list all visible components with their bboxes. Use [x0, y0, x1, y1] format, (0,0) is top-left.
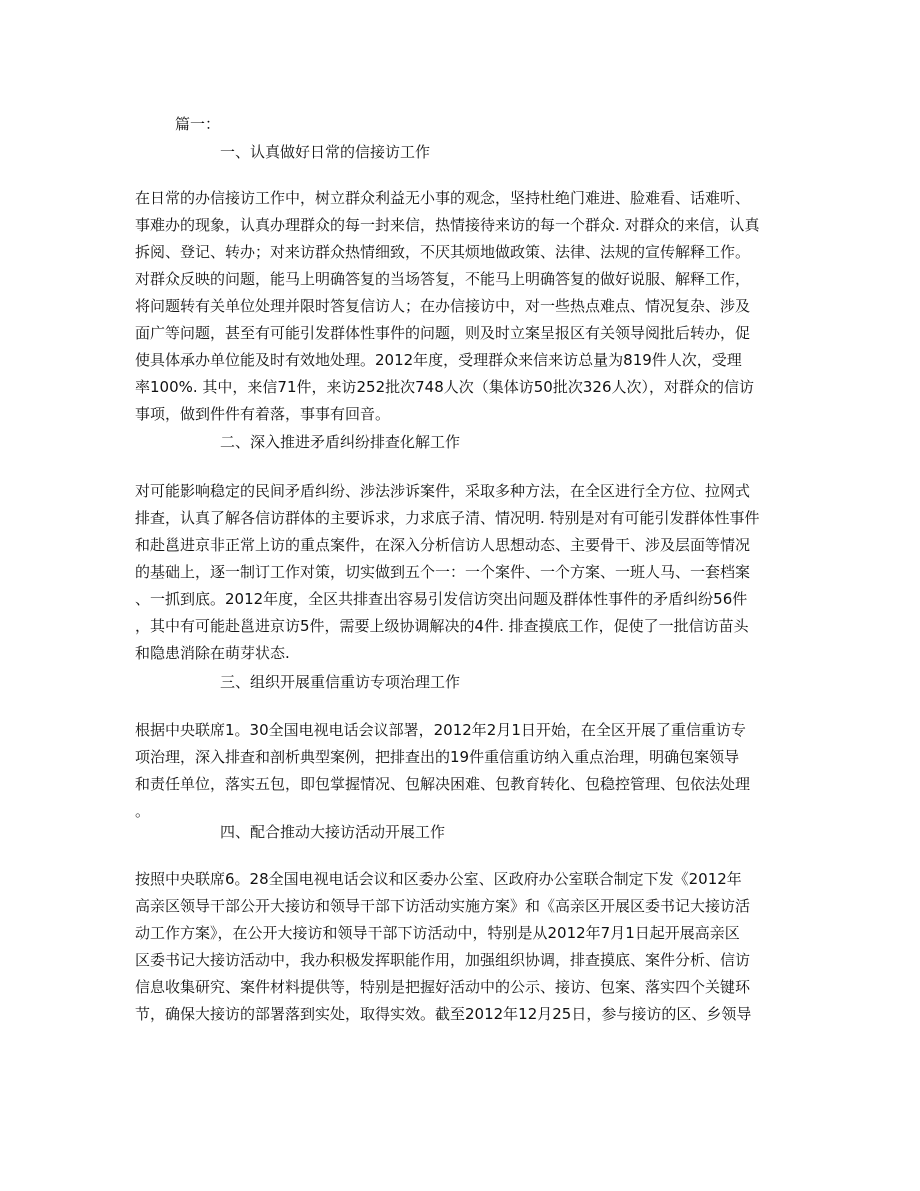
section-paragraph-3 [135, 717, 795, 825]
paragraph-line: 将问题转有关单位处理并限时答复信访人；在办信接访中，对一些热点难点、情况复杂、涉及 [135, 297, 751, 315]
intro-label: 篇一： [175, 115, 221, 133]
paragraph-line: 和隐患消除在萌芽状态. [135, 644, 290, 662]
paragraph-line: 率100%. 其中，来信71件，来访252批次748人次（集体访50批次326人次），对群众的信访 [135, 378, 754, 396]
paragraph-line: 节，确保大接访的部署落到实处，取得实效。截至2012年12月25日，参与接访的区、乡领导 [135, 1005, 752, 1023]
paragraph-line: 在日常的办信接访工作中，树立群众利益无小事的观念，坚持杜绝门难进、脸难看、话难听、 [135, 189, 751, 207]
paragraph-line: 、一抓到底。2012年度，全区共排查出容易引发信访突出问题及群体性事件的矛盾纠纷56件 [135, 590, 748, 608]
section-heading-2: 二、深入推进矛盾纠纷排查化解工作 [220, 433, 461, 451]
paragraph-line: 和赴邕进京非正常上访的重点案件，在深入分析信访人思想动态、主要骨干、涉及层面等情况 [135, 536, 751, 554]
paragraph-line: 事项，做到件件有着落，事事有回音。 [135, 405, 391, 423]
section-paragraph-4 [135, 866, 795, 1028]
paragraph-line: 项治理，深入排查和剖析典型案例，把排查出的19件重信重访纳入重点治理，明确包案领导 [135, 748, 740, 766]
paragraph-line: 区委书记大接访活动中，我办积极发挥职能作用，加强组织协调，排查摸底、案件分析、信访 [135, 951, 751, 969]
paragraph-line: 事难办的现象，认真办理群众的每一封来信，热情接待来访的每一个群众. 对群众的来信，认真 [135, 216, 760, 234]
paragraph-line: ，其中有可能赴邕进京访5件，需要上级协调解决的4件. 排查摸底工作，促使了一批信访苗头 [135, 617, 749, 635]
paragraph-line: 按照中央联席6。28全国电视电话会议和区委办公室、区政府办公室联合制定下发《2012年 [135, 870, 742, 888]
section-paragraph-1 [135, 185, 795, 428]
paragraph-line: 排查，认真了解各信访群体的主要诉求，力求底子清、情况明. 特别是对有可能引发群体性事件 [135, 509, 760, 527]
paragraph-line: 对可能影响稳定的民间矛盾纠纷、涉法涉诉案件，采取多种方法，在全区进行全方位、拉网式 [135, 482, 751, 500]
section-paragraph-2 [135, 478, 795, 667]
paragraph-line: 和责任单位，落实五包，即包掌握情况、包解决困难、包教育转化、包稳控管理、包依法处理 [135, 775, 751, 793]
paragraph-line: 使具体承办单位能及时有效地处理。2012年度，受理群众来信来访总量为819件人次，受理 [135, 351, 742, 369]
paragraph-line: 高亲区领导干部公开大接访和领导干部下访活动实施方案》和《高亲区开展区委书记大接访活 [135, 897, 751, 915]
paragraph-line: 拆阅、登记、转办；对来访群众热情细致，不厌其烦地做政策、法律、法规的宣传解释工作。 [135, 243, 751, 261]
paragraph-line: 的基础上，逐一制订工作对策，切实做到五个一：一个案件、一个方案、一班人马、一套档案 [135, 563, 751, 581]
section-heading-4: 四、配合推动大接访活动开展工作 [220, 823, 446, 841]
paragraph-line: 动工作方案》，在公开大接访和领导干部下访活动中，特别是从2012年7月1日起开展高亲区 [135, 924, 740, 942]
paragraph-line: 。 [135, 802, 151, 820]
paragraph-line: 对群众反映的问题，能马上明确答复的当场答复，不能马上明确答复的做好说服、解释工作， [135, 270, 751, 288]
paragraph-line: 面广等问题，甚至有可能引发群体性事件的问题，则及时立案呈报区有关领导阅批后转办，促 [135, 324, 751, 342]
section-heading-1: 一、认真做好日常的信接访工作 [220, 143, 431, 161]
section-heading-3: 三、组织开展重信重访专项治理工作 [220, 673, 461, 691]
paragraph-line: 信息收集研究、案件材料提供等，特别是把握好活动中的公示、接访、包案、落实四个关键环 [135, 978, 751, 996]
paragraph-line: 根据中央联席1。30全国电视电话会议部署，2012年2月1日开始，在全区开展了重信重访专 [135, 721, 746, 739]
